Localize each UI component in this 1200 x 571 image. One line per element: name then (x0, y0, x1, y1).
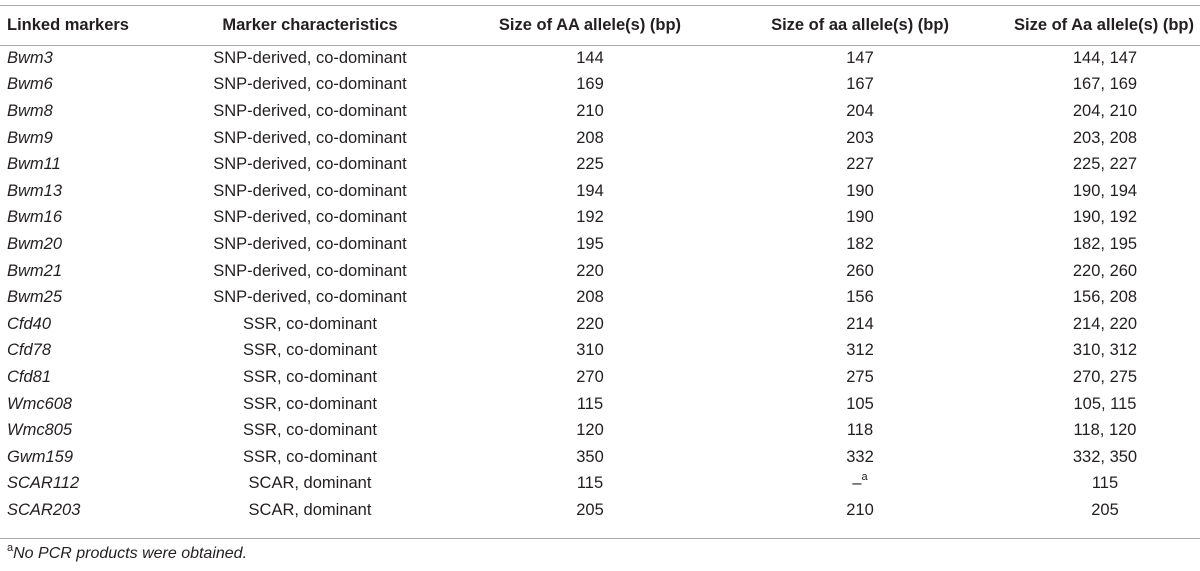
marker-characteristics-text: SNP-derived, co-dominant (213, 181, 407, 200)
aa-upper-size-text: 210 (576, 101, 604, 120)
cell-aa-upper-size (470, 497, 710, 524)
aa-mixed-size-text: 270, 275 (1072, 367, 1138, 386)
cell-aa-lower-size (710, 205, 1010, 232)
aa-mixed-size-text: 205 (1091, 500, 1119, 519)
cell-aa-mixed-size (1010, 205, 1200, 232)
marker-name-text: Bwm3 (7, 48, 53, 67)
cell-aa-upper-size (470, 72, 710, 99)
table-row (0, 364, 1200, 391)
marker-name-text: Bwm8 (7, 101, 53, 120)
aa-lower-size-text: 210 (846, 500, 874, 519)
cell-aa-mixed-size (1010, 497, 1200, 524)
cell-aa-lower-size (710, 497, 1010, 524)
table-body (0, 45, 1200, 524)
header-aa-upper-allele-size: Size of AA allele(s) (bp) (498, 15, 682, 34)
aa-upper-size-text: 169 (576, 75, 604, 94)
header-aa-lower-allele-size: Size of aa allele(s) (bp) (771, 15, 949, 34)
marker-characteristics-text: SNP-derived, co-dominant (213, 155, 407, 174)
cell-marker-characteristics (150, 98, 470, 125)
aa-lower-size-text: 190 (846, 181, 874, 200)
cell-aa-mixed-size (1010, 284, 1200, 311)
marker-name-text: Bwm25 (7, 288, 63, 307)
marker-name-text: Cfd40 (7, 314, 52, 333)
table-row (0, 391, 1200, 418)
cell-marker-name (0, 311, 150, 338)
aa-mixed-size-text: 220, 260 (1072, 261, 1138, 280)
marker-name-text: Bwm11 (7, 155, 61, 174)
aa-mixed-size-text: 144, 147 (1072, 48, 1138, 67)
marker-characteristics-text: SSR, co-dominant (243, 341, 377, 360)
marker-name-text: Bwm6 (7, 75, 53, 94)
aa-upper-size-text: 115 (576, 394, 604, 413)
table-row (0, 258, 1200, 285)
cell-aa-mixed-size (1010, 45, 1200, 72)
marker-table (0, 5, 1200, 524)
aa-mixed-size-text: 214, 220 (1072, 314, 1138, 333)
cell-aa-upper-size (470, 45, 710, 72)
cell-aa-mixed-size (1010, 151, 1200, 178)
marker-characteristics-text: SNP-derived, co-dominant (213, 261, 407, 280)
aa-mixed-size-text: 182, 195 (1072, 234, 1138, 253)
cell-aa-upper-size (470, 364, 710, 391)
cell-marker-name (0, 391, 150, 418)
aa-upper-size-text: 115 (576, 474, 604, 493)
aa-lower-size-text: 260 (846, 261, 874, 280)
aa-upper-size-text: 208 (576, 288, 604, 307)
aa-mixed-size-text: 332, 350 (1072, 447, 1138, 466)
marker-characteristics-text: SCAR, dominant (248, 474, 372, 493)
aa-upper-size-text: 310 (576, 341, 604, 360)
marker-characteristics-text: SCAR, dominant (248, 500, 372, 519)
cell-marker-name (0, 205, 150, 232)
marker-characteristics-text: SNP-derived, co-dominant (213, 75, 407, 94)
aa-lower-size-text: 190 (846, 208, 874, 227)
table-row (0, 284, 1200, 311)
aa-lower-size-text: 275 (846, 367, 874, 386)
cell-aa-lower-size (710, 471, 1010, 498)
cell-aa-lower-size (710, 338, 1010, 365)
table-row (0, 444, 1200, 471)
cell-aa-lower-size (710, 178, 1010, 205)
aa-lower-size-text: 156 (846, 288, 874, 307)
cell-marker-characteristics (150, 364, 470, 391)
aa-upper-size-text: 220 (576, 314, 604, 333)
cell-aa-lower-size (710, 311, 1010, 338)
cell-aa-lower-size (710, 284, 1010, 311)
marker-characteristics-text: SSR, co-dominant (243, 421, 377, 440)
aa-mixed-size-text: 105, 115 (1073, 394, 1137, 413)
bottom-rule (0, 538, 1200, 539)
aa-mixed-size-text: 190, 194 (1072, 181, 1138, 200)
table-row (0, 72, 1200, 99)
cell-aa-upper-size (470, 444, 710, 471)
footnote-reference-mark: a (861, 471, 868, 484)
cell-aa-upper-size (470, 151, 710, 178)
cell-marker-characteristics (150, 444, 470, 471)
aa-lower-size-text: 182 (846, 234, 874, 253)
table-row (0, 45, 1200, 72)
marker-characteristics-text: SNP-derived, co-dominant (213, 208, 407, 227)
cell-aa-mixed-size (1010, 364, 1200, 391)
cell-marker-name (0, 284, 150, 311)
aa-upper-size-text: 144 (576, 48, 604, 67)
footnote-text: No PCR products were obtained. (13, 545, 248, 562)
cell-aa-upper-size (470, 338, 710, 365)
marker-name-text: Gwm159 (7, 447, 74, 466)
cell-marker-name (0, 45, 150, 72)
aa-lower-size-text: 147 (846, 48, 874, 67)
cell-marker-characteristics (150, 338, 470, 365)
table-row (0, 497, 1200, 524)
cell-marker-name (0, 258, 150, 285)
table-row (0, 151, 1200, 178)
cell-aa-mixed-size (1010, 125, 1200, 152)
cell-aa-mixed-size (1010, 444, 1200, 471)
aa-lower-size-text: 214 (846, 314, 874, 333)
marker-characteristics-text: SNP-derived, co-dominant (213, 48, 407, 67)
cell-aa-lower-size (710, 45, 1010, 72)
cell-marker-characteristics (150, 72, 470, 99)
aa-mixed-size-text: 225, 227 (1072, 155, 1138, 174)
cell-aa-upper-size (470, 284, 710, 311)
marker-name-text: Bwm9 (7, 128, 53, 147)
cell-aa-lower-size (710, 98, 1010, 125)
aa-upper-size-text: 270 (576, 367, 604, 386)
cell-aa-mixed-size (1010, 98, 1200, 125)
cell-aa-mixed-size (1010, 417, 1200, 444)
marker-characteristics-text: SSR, co-dominant (243, 367, 377, 386)
marker-characteristics-text: SSR, co-dominant (243, 447, 377, 466)
marker-name-text: Cfd81 (7, 367, 52, 386)
cell-aa-mixed-size (1010, 178, 1200, 205)
marker-characteristics-text: SSR, co-dominant (243, 394, 377, 413)
aa-lower-size-text: 118 (846, 421, 874, 440)
marker-name-text: SCAR203 (7, 500, 81, 519)
aa-lower-size-text: 332 (846, 447, 874, 466)
cell-marker-characteristics (150, 151, 470, 178)
aa-mixed-size-text: 115 (1091, 474, 1119, 493)
marker-name-text: Cfd78 (7, 341, 52, 360)
cell-marker-name (0, 98, 150, 125)
table-row (0, 471, 1200, 498)
aa-lower-size-text: 203 (846, 128, 874, 147)
marker-characteristics-text: SNP-derived, co-dominant (213, 101, 407, 120)
marker-name-text: Bwm16 (7, 208, 63, 227)
cell-aa-upper-size (470, 231, 710, 258)
aa-mixed-size-text: 167, 169 (1072, 75, 1138, 94)
cell-marker-characteristics (150, 417, 470, 444)
cell-aa-mixed-size (1010, 311, 1200, 338)
cell-aa-lower-size (710, 444, 1010, 471)
cell-aa-mixed-size (1010, 338, 1200, 365)
marker-name-text: Bwm20 (7, 234, 63, 253)
marker-characteristics-text: SNP-derived, co-dominant (213, 288, 407, 307)
marker-name-text: SCAR112 (7, 474, 80, 493)
aa-upper-size-text: 120 (576, 421, 604, 440)
marker-characteristics-text: SSR, co-dominant (243, 314, 377, 333)
aa-lower-size-text: – (852, 474, 862, 493)
cell-marker-name (0, 72, 150, 99)
cell-marker-characteristics (150, 471, 470, 498)
cell-marker-characteristics (150, 45, 470, 72)
aa-lower-size-text: 167 (846, 75, 874, 94)
marker-characteristics-text: SNP-derived, co-dominant (213, 234, 407, 253)
aa-upper-size-text: 205 (576, 500, 604, 519)
cell-aa-mixed-size (1010, 471, 1200, 498)
table-row (0, 98, 1200, 125)
aa-upper-size-text: 350 (576, 447, 604, 466)
cell-aa-mixed-size (1010, 258, 1200, 285)
cell-aa-lower-size (710, 231, 1010, 258)
aa-lower-size-text: 227 (846, 155, 874, 174)
marker-name-text: Bwm21 (7, 261, 63, 280)
table-row (0, 417, 1200, 444)
cell-aa-lower-size (710, 417, 1010, 444)
aa-upper-size-text: 220 (576, 261, 604, 280)
table-row (0, 205, 1200, 232)
aa-lower-size-text: 204 (846, 101, 874, 120)
cell-aa-mixed-size (1010, 231, 1200, 258)
aa-mixed-size-text: 156, 208 (1072, 288, 1138, 307)
aa-upper-size-text: 194 (576, 181, 604, 200)
cell-marker-characteristics (150, 205, 470, 232)
marker-characteristics-text: SNP-derived, co-dominant (213, 128, 407, 147)
cell-aa-upper-size (470, 205, 710, 232)
cell-aa-mixed-size (1010, 391, 1200, 418)
cell-aa-upper-size (470, 98, 710, 125)
cell-marker-characteristics (150, 125, 470, 152)
cell-marker-name (0, 497, 150, 524)
cell-aa-upper-size (470, 471, 710, 498)
aa-mixed-size-text: 310, 312 (1072, 341, 1138, 360)
cell-aa-upper-size (470, 391, 710, 418)
aa-lower-size-text: 105 (846, 394, 874, 413)
marker-name-text: Wmc608 (7, 394, 73, 413)
table-row (0, 178, 1200, 205)
header-aa-mixed-allele-size: Size of Aa allele(s) (bp) (1013, 15, 1194, 34)
footnote-mark: a (7, 542, 14, 554)
cell-marker-characteristics (150, 178, 470, 205)
cell-marker-characteristics (150, 311, 470, 338)
cell-aa-upper-size (470, 417, 710, 444)
table-row (0, 338, 1200, 365)
cell-aa-lower-size (710, 151, 1010, 178)
cell-aa-upper-size (470, 311, 710, 338)
cell-aa-lower-size (710, 125, 1010, 152)
cell-marker-characteristics (150, 284, 470, 311)
cell-marker-name (0, 338, 150, 365)
aa-lower-size-text: 312 (846, 341, 874, 360)
cell-aa-upper-size (470, 258, 710, 285)
cell-aa-lower-size (710, 391, 1010, 418)
cell-aa-mixed-size (1010, 72, 1200, 99)
cell-marker-name (0, 151, 150, 178)
footnote (7, 542, 248, 563)
cell-aa-upper-size (470, 178, 710, 205)
aa-mixed-size-text: 190, 192 (1072, 208, 1138, 227)
cell-aa-upper-size (470, 125, 710, 152)
aa-mixed-size-text: 204, 210 (1072, 101, 1138, 120)
header-row (0, 5, 1200, 45)
cell-marker-characteristics (150, 231, 470, 258)
cell-aa-lower-size (710, 364, 1010, 391)
cell-marker-characteristics (150, 258, 470, 285)
table-row (0, 231, 1200, 258)
cell-marker-characteristics (150, 497, 470, 524)
table-row (0, 311, 1200, 338)
cell-marker-characteristics (150, 391, 470, 418)
aa-mixed-size-text: 203, 208 (1072, 128, 1138, 147)
header-marker-characteristics: Marker characteristics (222, 15, 398, 34)
cell-marker-name (0, 417, 150, 444)
table-row (0, 125, 1200, 152)
marker-name-text: Bwm13 (7, 181, 63, 200)
aa-upper-size-text: 225 (576, 155, 604, 174)
cell-marker-name (0, 444, 150, 471)
cell-marker-name (0, 364, 150, 391)
cell-marker-name (0, 471, 150, 498)
cell-marker-name (0, 231, 150, 258)
aa-upper-size-text: 192 (576, 208, 604, 227)
cell-aa-lower-size (710, 72, 1010, 99)
marker-name-text: Wmc805 (7, 421, 73, 440)
header-linked-markers: Linked markers (7, 15, 129, 34)
cell-marker-name (0, 178, 150, 205)
cell-aa-lower-size (710, 258, 1010, 285)
cell-marker-name (0, 125, 150, 152)
aa-upper-size-text: 195 (576, 234, 604, 253)
aa-mixed-size-text: 118, 120 (1073, 421, 1137, 440)
aa-upper-size-text: 208 (576, 128, 604, 147)
